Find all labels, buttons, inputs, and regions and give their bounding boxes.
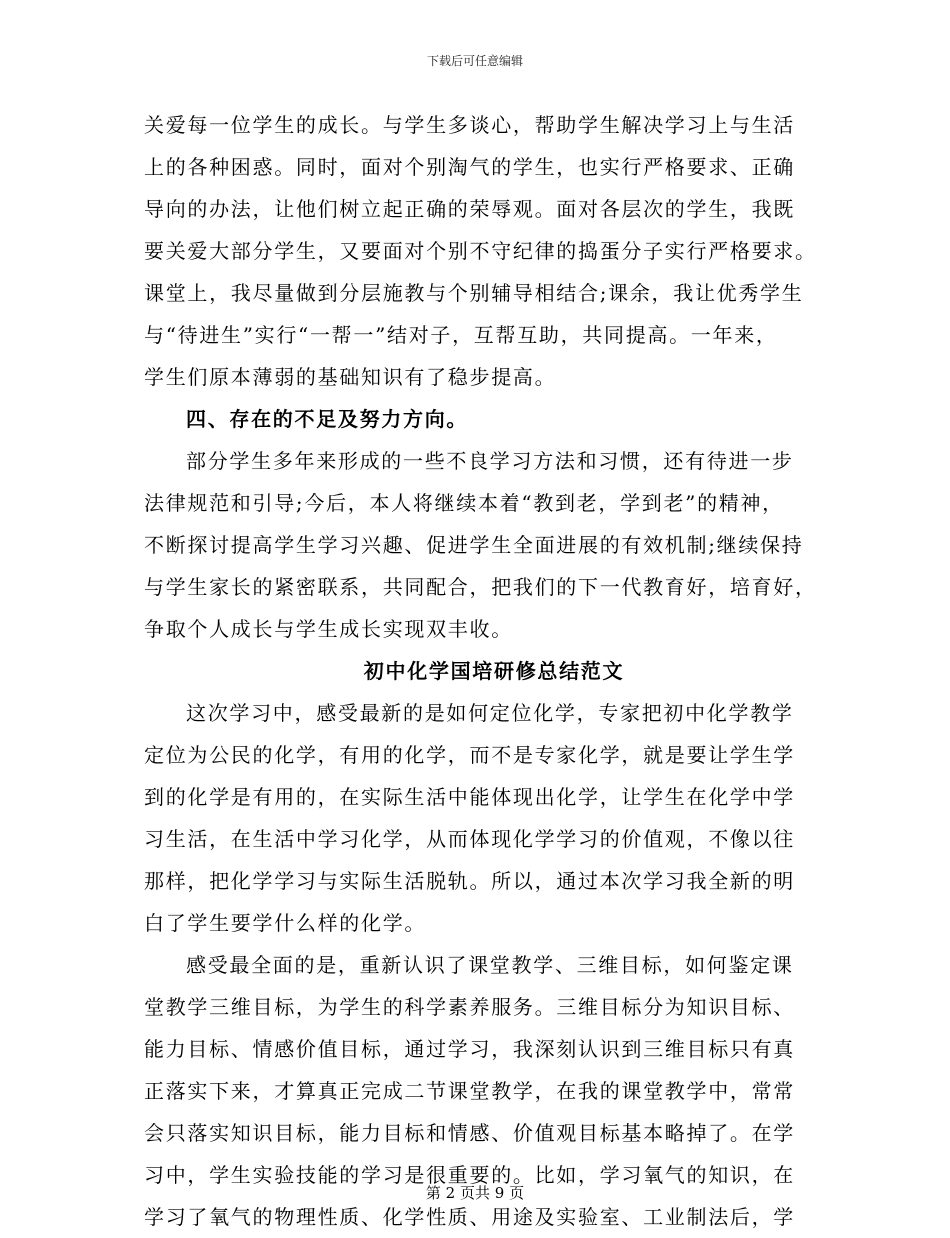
document-body: [144, 104, 817, 1238]
paragraph-line: 部分学生多年来形成的一些不良学习方法和习惯，还有待进一步: [186, 449, 794, 473]
paragraph-line: 白了学生要学什么样的化学。: [144, 911, 427, 935]
paragraph-line: 能力目标、情感价值目标，通过学习，我深刻认识到三维目标只有真: [144, 1037, 795, 1061]
paragraph-line: 到的化学是有用的，在实际生活中能体现出化学，让学生在化学中学: [144, 785, 795, 809]
paragraph-line: 上的各种困惑。同时，面对个别淘气的学生，也实行严格要求、正确: [144, 155, 795, 179]
paragraph-line: 关爱每一位学生的成长。与学生多谈心，帮助学生解决学习上与生活: [144, 113, 795, 137]
document-title: 初中化学国培研修总结范文: [363, 659, 625, 683]
paragraph-line: 习中，学生实验技能的学习是很重要的。比如，学习氧气的知识，在: [144, 1163, 795, 1187]
paragraph-line: 学生们原本薄弱的基础知识有了稳步提高。: [144, 365, 557, 389]
paragraph-line: 导向的办法，让他们树立起正确的荣辱观。面对各层次的学生，我既: [144, 197, 795, 221]
page-number: 第 2 页共 9 页: [425, 1184, 525, 1202]
paragraph-line: 这次学习中，感受最新的是如何定位化学，专家把初中化学教学: [186, 701, 794, 725]
paragraph-line: 感受最全面的是，重新认识了课堂教学、三维目标，如何鉴定课: [186, 953, 794, 977]
paragraph-line: 会只落实知识目标，能力目标和情感、价值观目标基本略掉了。在学: [144, 1121, 795, 1145]
paragraph-line: 习生活，在生活中学习化学，从而体现化学学习的价值观，不像以往: [144, 827, 795, 851]
paragraph-line: 法律规范和引导;今后，本人将继续本着“教到老，学到老”的精神，: [144, 491, 784, 515]
paragraph-line: 与“待进生”实行“一帮一”结对子，互帮互助，共同提高。一年来，: [144, 323, 778, 347]
paragraph-line: 那样，把化学学习与实际生活脱轨。所以，通过本次学习我全新的明: [144, 869, 795, 893]
paragraph-line: 正落实下来，才算真正完成二节课堂教学，在我的课堂教学中，常常: [144, 1079, 795, 1103]
paragraph-line: 与学生家长的紧密联系，共同配合，把我们的下一代教育好，培育好，: [144, 575, 817, 599]
page-header: 下载后可任意编辑: [426, 54, 523, 68]
paragraph-line: 要关爱大部分学生，又要面对个别不守纪律的捣蛋分子实行严格要求。: [144, 239, 817, 263]
paragraph-line: 不断探讨提高学生学习兴趣、促进学生全面进展的有效机制;继续保持: [144, 533, 804, 557]
paragraph-line: 学习了氧气的物理性质、化学性质、用途及实验室、工业制法后，学: [144, 1205, 795, 1229]
paragraph-line: 定位为公民的化学，有用的化学，而不是专家化学，就是要让学生学: [144, 743, 795, 767]
paragraph-line: 课堂上，我尽量做到分层施教与个别辅导相结合;课余，我让优秀学生: [144, 281, 804, 305]
section-heading: 四、存在的不足及努力方向。: [186, 407, 469, 431]
paragraph-line: 堂教学三维目标，为学生的科学素养服务。三维目标分为知识目标、: [144, 995, 795, 1019]
paragraph-line: 争取个人成长与学生成长实现双丰收。: [144, 617, 513, 641]
